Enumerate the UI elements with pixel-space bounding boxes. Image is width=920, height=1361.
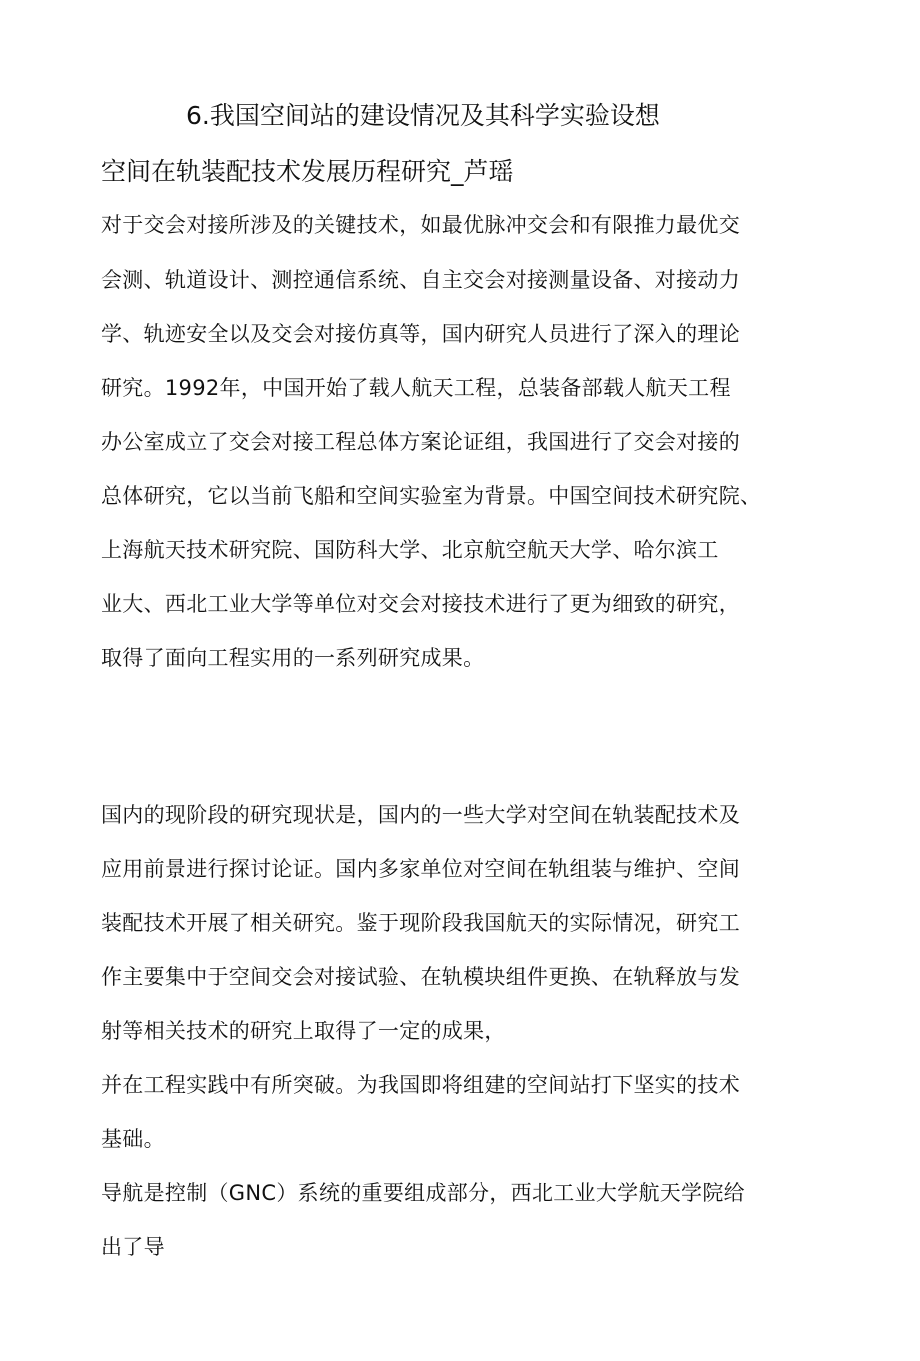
text-line: 业大、西北工业大学等单位对交会对接技术进行了更为细致的研究， — [101, 592, 740, 616]
text-line: 射等相关技术的研究上取得了一定的成果， — [101, 1019, 506, 1043]
text-line: 对于交会对接所涉及的关键技术，如最优脉冲交会和有限推力最优交 — [101, 213, 740, 237]
document-title: 6.我国空间站的建设情况及其科学实验设想 — [186, 101, 660, 130]
text-line: 取得了面向工程实用的一系列研究成果。 — [101, 646, 485, 670]
text-line: 出了导 — [101, 1235, 165, 1259]
text-line: 基础。 — [101, 1127, 165, 1151]
text-line: 并在工程实践中有所突破。为我国即将组建的空间站打下坚实的技术 — [101, 1073, 740, 1097]
text-line: 学、轨迹安全以及交会对接仿真等，国内研究人员进行了深入的理论 — [101, 322, 740, 346]
text-line: 研究。1992年，中国开始了载人航天工程，总装备部载人航天工程 — [101, 376, 731, 400]
text-line: 总体研究，它以当前飞船和空间实验室为背景。中国空间技术研究院、 — [101, 484, 762, 508]
text-line: 装配技术开展了相关研究。鉴于现阶段我国航天的实际情况，研究工 — [101, 911, 740, 935]
text-line: 导航是控制（GNC）系统的重要组成部分，西北工业大学航天学院给 — [101, 1181, 745, 1205]
text-line: 上海航天技术研究院、国防科大学、北京航空航天大学、哈尔滨工 — [101, 538, 719, 562]
text-line: 办公室成立了交会对接工程总体方案论证组，我国进行了交会对接的 — [101, 430, 740, 454]
text-line: 国内的现阶段的研究现状是，国内的一些大学对空间在轨装配技术及 — [101, 803, 740, 827]
text-line: 应用前景进行探讨论证。国内多家单位对空间在轨组装与维护、空间 — [101, 857, 740, 881]
text-line: 作主要集中于空间交会对接试验、在轨模块组件更换、在轨释放与发 — [101, 965, 740, 989]
document-subtitle: 空间在轨装配技术发展历程研究_芦瑶 — [101, 157, 514, 186]
text-line: 会测、轨道设计、测控通信系统、自主交会对接测量设备、对接动力 — [101, 268, 740, 292]
